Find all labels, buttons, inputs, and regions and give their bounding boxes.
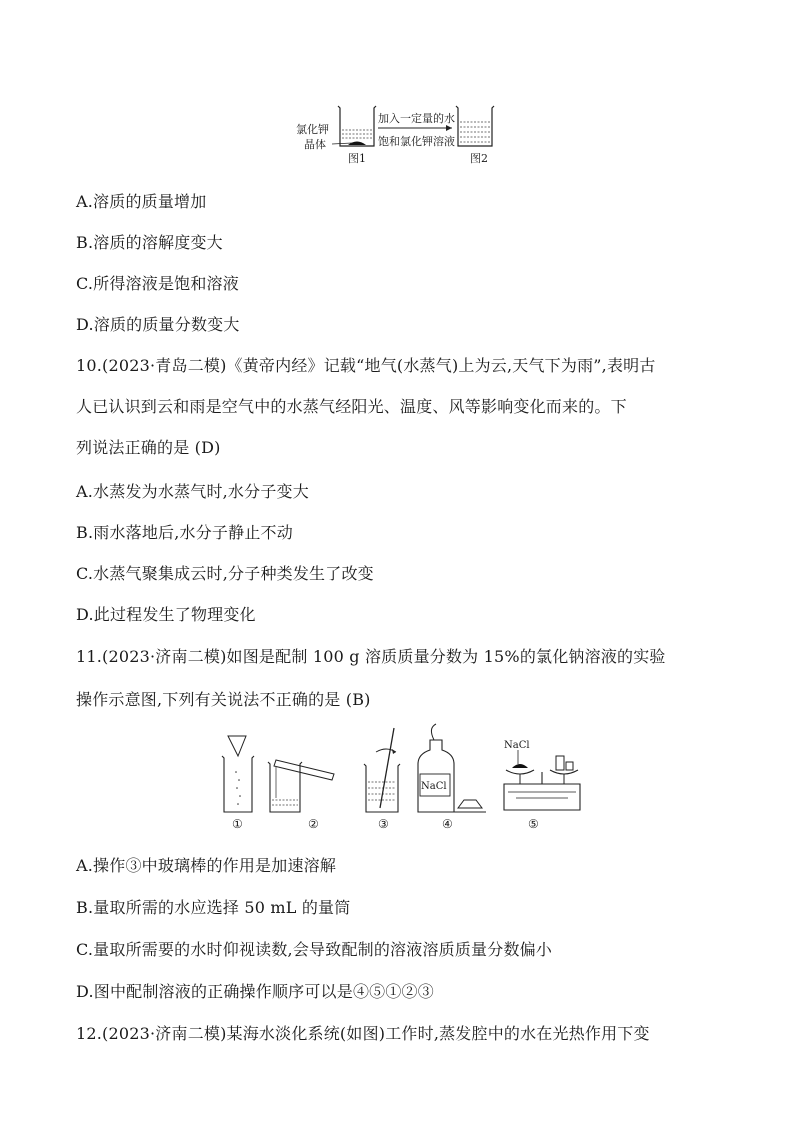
q10-option-a: A.水蒸发为水蒸气时,水分子变大 (76, 482, 309, 501)
beaker-1 (338, 106, 376, 146)
q11-option-a: A.操作③中玻璃棒的作用是加速溶解 (76, 856, 337, 875)
step4-bottle (418, 724, 486, 812)
step5-balance (504, 750, 580, 810)
label-kcl-line1: 氯化钾 (296, 123, 329, 136)
q12-stem-line1: 12.(2023·济南二模)某海水淡化系统(如图)工作时,蒸发腔中的水在光热作用下变 (76, 1024, 650, 1043)
q11-stem-line2: 操作示意图,下列有关说法不正确的是 (B) (76, 690, 371, 709)
q10-stem-line1: 10.(2023·青岛二模)《黄帝内经》记载“地气(水蒸气)上为云,天气下为雨”,表明古 (76, 356, 656, 375)
caption-figure2: 图2 (470, 152, 488, 165)
caption-figure1: 图1 (348, 152, 366, 165)
q11-option-d: D.图中配制溶液的正确操作顺序可以是④⑤①②③ (76, 982, 434, 1001)
figure-nacl-preparation (216, 722, 588, 832)
q10-option-d: D.此过程发生了物理变化 (76, 605, 256, 624)
step-label-2: ② (308, 817, 319, 831)
step-label-4: ④ (442, 817, 453, 831)
figure-kcl-beakers (296, 100, 500, 170)
q11-option-c: C.量取所需要的水时仰视读数,会导致配制的溶液溶质质量分数偏小 (76, 940, 553, 959)
label-kcl-line2: 晶体 (304, 138, 326, 151)
q10-stem-line3: 列说法正确的是 (D) (76, 438, 221, 457)
q10-option-b: B.雨水落地后,水分子静止不动 (76, 523, 293, 542)
q9-option-c: C.所得溶液是饱和溶液 (76, 274, 239, 293)
step-label-5: ⑤ (528, 817, 539, 831)
beaker-2 (456, 106, 494, 146)
q9-option-a: A.溶质的质量增加 (76, 192, 207, 211)
q11-option-b: B.量取所需的水应选择 50 mL 的量筒 (76, 898, 351, 917)
step-label-3: ③ (378, 817, 389, 831)
q9-option-b: B.溶质的溶解度变大 (76, 233, 223, 252)
step2-pouring (268, 760, 334, 812)
arrow-label-bottom: 饱和氯化钾溶液 (378, 135, 455, 148)
q11-stem-line1: 11.(2023·济南二模)如图是配制 100 g 溶质质量分数为 15%的氯化钠溶液的实验 (76, 647, 666, 666)
bottle-label: NaCl (421, 781, 447, 792)
q10-stem-line2: 人已认识到云和雨是空气中的水蒸气经阳光、温度、风等影响变化而来的。下 (76, 397, 627, 416)
q10-option-c: C.水蒸气聚集成云时,分子种类发生了改变 (76, 564, 374, 583)
arrow-label-top: 加入一定量的水 (378, 112, 455, 125)
balance-label: NaCl (504, 740, 530, 751)
step3-stirring (364, 728, 400, 812)
step-label-1: ① (232, 817, 243, 831)
step1-beaker (222, 736, 254, 812)
q9-option-d: D.溶质的质量分数变大 (76, 315, 240, 334)
